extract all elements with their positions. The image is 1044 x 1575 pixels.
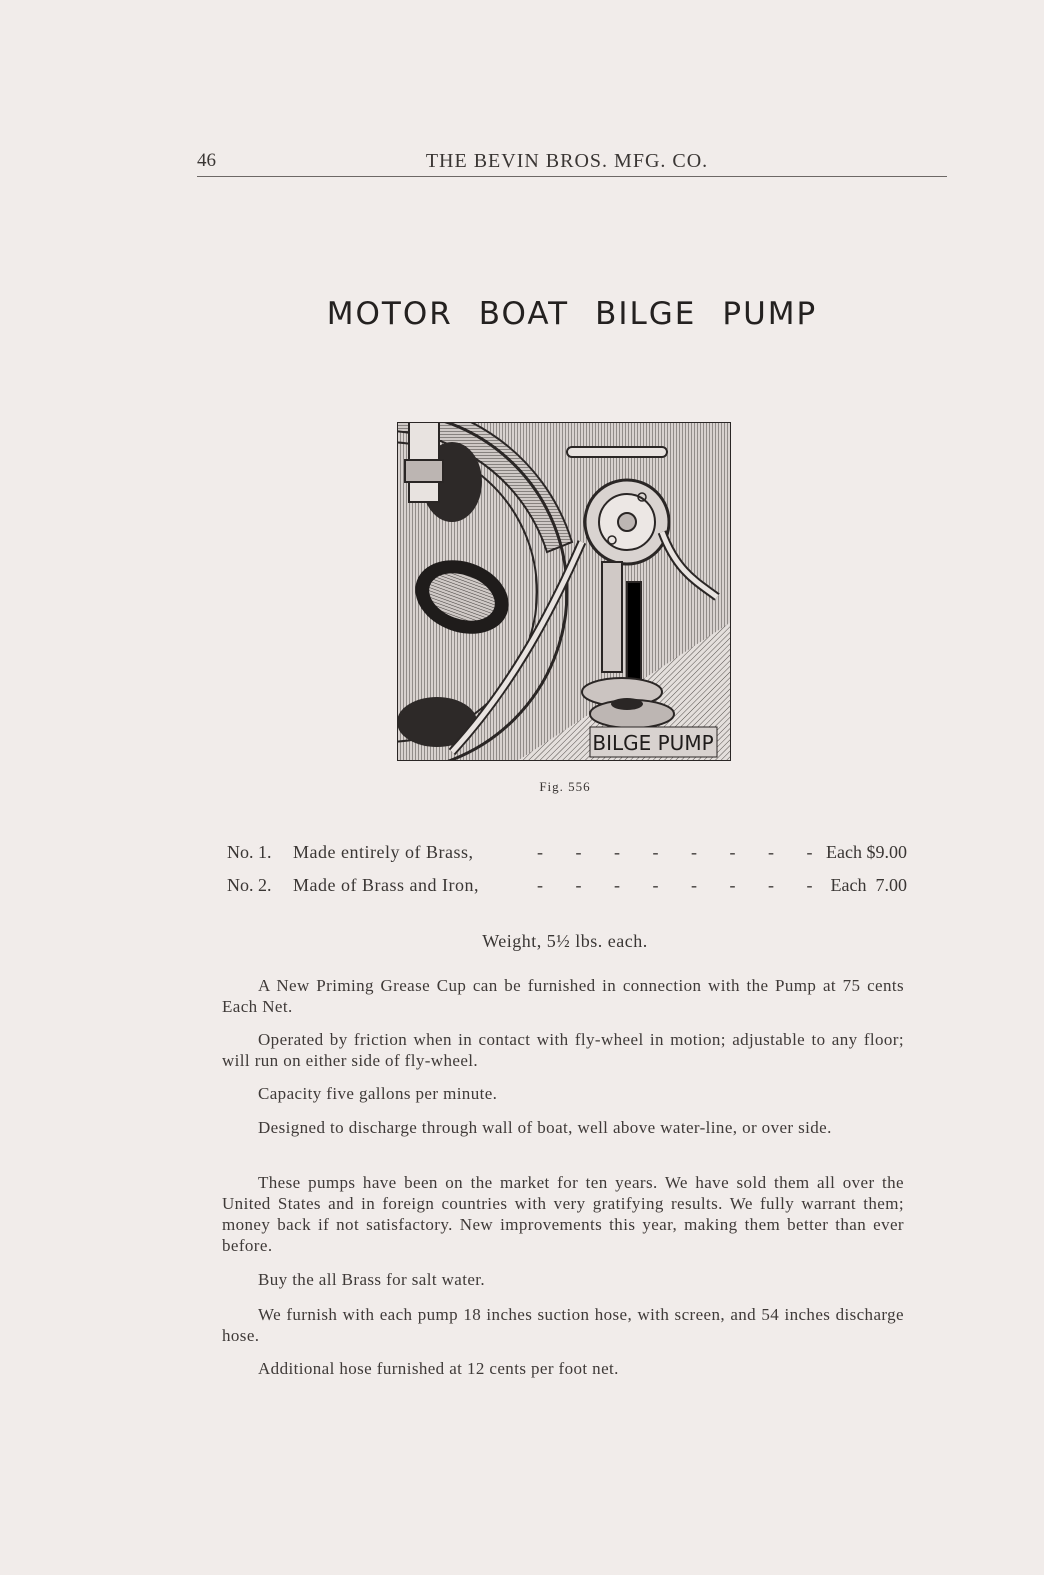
item-price: Each $9.00	[826, 842, 907, 862]
paragraph: We furnish with each pump 18 inches suction hose, with screen, and 54 inches discharge hose.	[222, 1305, 904, 1345]
title-word: BILGE	[595, 296, 697, 332]
leader-dashes: - - - - - - - -	[537, 842, 827, 862]
title-word: BOAT	[478, 296, 570, 332]
price-row	[227, 842, 907, 868]
page-title	[0, 296, 1044, 332]
paragraph: Operated by friction when in contact with fly-wheel in motion; adjustable to any floor; will run on either side of fly-wheel.	[222, 1030, 904, 1070]
item-number: No. 2.	[227, 875, 272, 895]
figure-label: BILGE PUMP	[592, 731, 714, 755]
paragraph: Capacity five gallons per minute.	[258, 1084, 498, 1103]
price-row	[227, 875, 907, 901]
leader-dashes: - - - - - - - -	[537, 875, 827, 895]
paragraph: Buy the all Brass for salt water.	[258, 1270, 486, 1289]
title-word: PUMP	[722, 296, 818, 332]
figure-caption: Fig. 556	[539, 779, 591, 794]
item-price: Each 7.00	[830, 875, 907, 895]
running-head	[197, 150, 947, 177]
page-number: 46	[197, 150, 216, 171]
paragraph: Designed to discharge through wall of boat, well above water-line, or over side.	[258, 1118, 832, 1137]
weight-note: Weight, 5½ lbs. each.	[482, 931, 648, 951]
bilge-pump-illustration	[397, 422, 731, 761]
paragraph: A New Priming Grease Cup can be furnished in connection with the Pump at 75 cents Each Net.	[222, 976, 904, 1016]
paragraph: Additional hose furnished at 12 cents per foot net.	[258, 1359, 619, 1378]
paragraph: These pumps have been on the market for ten years. We have sold them all over the United States and in foreign countries with very gratifying results. We fully warrant them; money back if not satisfactory. New improvements this year, making them better than ever before.	[222, 1173, 904, 1255]
item-description: Made of Brass and Iron,	[293, 875, 479, 895]
title-word: MOTOR	[326, 296, 453, 332]
item-number: No. 1.	[227, 842, 272, 862]
item-description: Made entirely of Brass,	[293, 842, 474, 862]
running-title: THE BEVIN BROS. MFG. CO.	[425, 150, 709, 172]
